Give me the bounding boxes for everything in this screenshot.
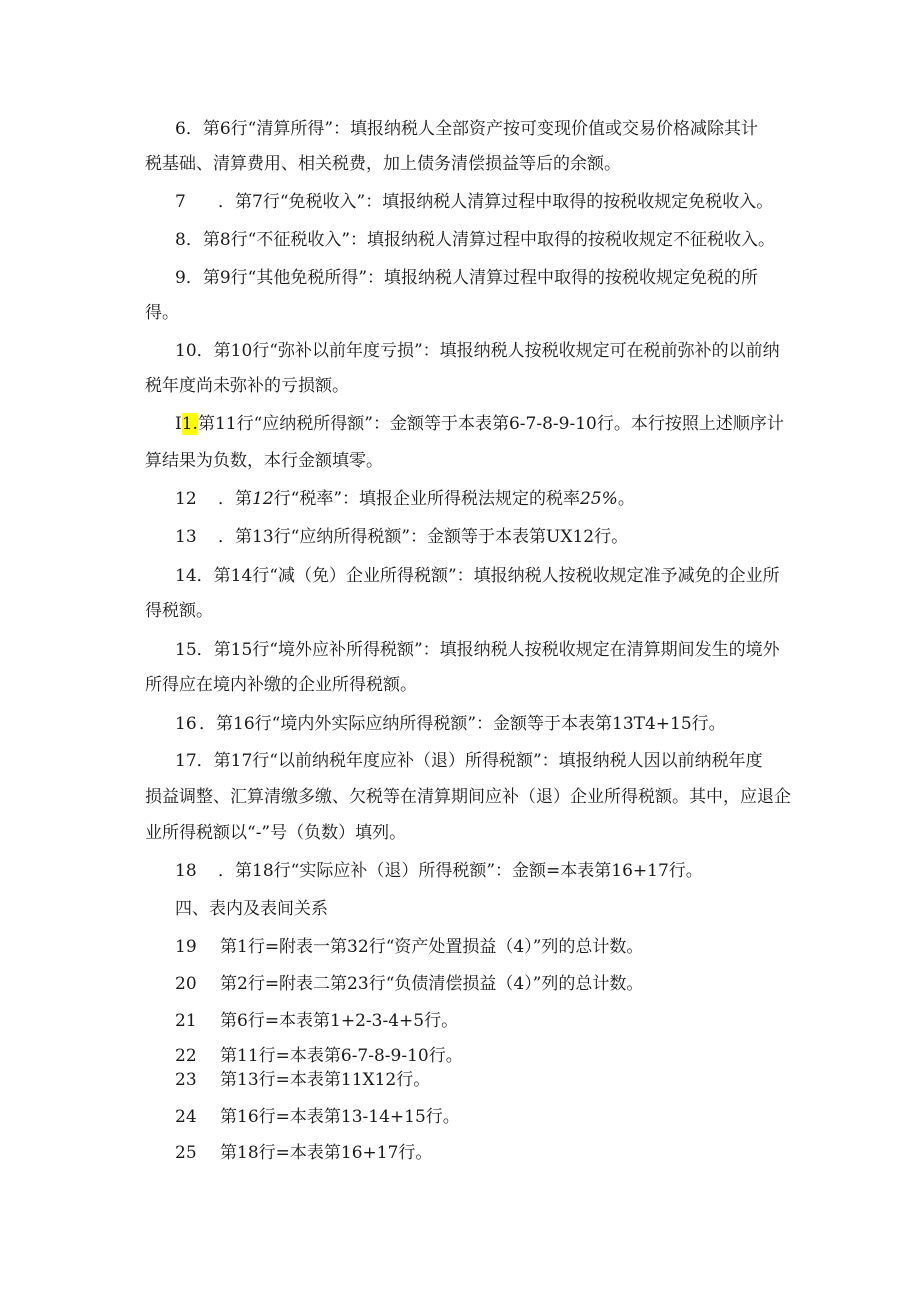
- item-text: ．第9行“其他免税所得”：填报纳税人清算过程中取得的按税收规定免税的所: [185, 268, 759, 288]
- item-7-line-1: [175, 191, 773, 213]
- item-15-line-2: 所得应在境内补缴的企业所得税额。: [145, 675, 417, 695]
- relation-text: 第1行=附表一第32行“资产处置损益（4）”列的总计数。: [220, 937, 644, 957]
- item-6-line-1: [175, 118, 758, 140]
- item-text: ．第6行“清算所得”：填报纳税人全部资产按可变现价值或交易价格减除其计: [185, 119, 759, 139]
- item-10-line-2: 税年度尚未弥补的亏损额。: [145, 376, 349, 396]
- item-text: 第11行“应纳税所得额”：金额等于本表第6-7-8-9-10行。本行按照上述顺序计: [197, 414, 784, 434]
- item-9-line-2: 得。: [145, 303, 179, 323]
- item-text-row: 12: [252, 489, 274, 509]
- relation-21: [175, 1010, 458, 1032]
- item-18-line-1: [175, 860, 703, 882]
- item-text: ．第13行“应纳所得税额”：金额等于本表第UX12行。: [218, 527, 629, 547]
- item-8-line-1: [175, 229, 775, 251]
- relation-text: 第13行=本表第11X12行。: [220, 1070, 431, 1090]
- relation-23: [175, 1069, 430, 1091]
- item-number: 12: [175, 489, 197, 509]
- relation-number: 25: [175, 1143, 197, 1163]
- relation-number: 24: [175, 1107, 197, 1127]
- relation-number: 20: [175, 974, 197, 994]
- section-heading: 四、表内及表间关系: [175, 899, 328, 919]
- item-15-line-1: [175, 639, 780, 661]
- item-14-line-2: 得税额。: [145, 601, 213, 621]
- relation-text: 第6行=本表第1+2-3-4+5行。: [220, 1011, 459, 1031]
- relation-text: 第18行=本表第16+17行。: [220, 1143, 433, 1163]
- relation-number: 21: [175, 1011, 197, 1031]
- item-text-c: 行“税率”：填报企业所得税法规定的税率: [273, 489, 581, 509]
- item-17-line-1: [175, 750, 763, 772]
- item-10-line-1: [175, 340, 780, 362]
- item-text: ．第17行“以前纳税年度应补（退）所得税额”：填报纳税人因以前纳税年度: [196, 751, 763, 771]
- item-text-rate: 25%: [580, 489, 618, 509]
- item-text-a: ．第: [218, 489, 252, 509]
- item-number: 7: [175, 192, 186, 212]
- item-12-line-1: [175, 488, 635, 510]
- item-17-line-3: 业所得税额以“-”号（负数）填列。: [145, 823, 407, 843]
- item-text: ．第14行“减（免）企业所得税额”：填报纳税人按税收规定准予减免的企业所: [196, 566, 780, 586]
- item-6-line-2: 税基础、清算费用、相关税费，加上债务清偿损益等后的余额。: [145, 154, 621, 174]
- item-number: 15: [175, 640, 197, 660]
- item-number: 18: [175, 861, 197, 881]
- relation-text: 第11行=本表第6-7-8-9-10行。: [220, 1046, 463, 1066]
- item-13-line-1: [175, 526, 628, 548]
- item-number: 10: [175, 341, 197, 361]
- relation-19: [175, 936, 643, 958]
- relation-20: [175, 973, 643, 995]
- relation-text: 第2行=附表二第23行“负债清偿损益（4）”列的总计数。: [220, 974, 644, 994]
- item-text: ．第15行“境外应补所得税额”：填报纳税人按税收规定在清算期间发生的境外: [196, 640, 780, 660]
- item-17-line-2: 损益调整、汇算清缴多缴、欠税等在清算期间应补（退）企业所得税额。其中，应退企: [145, 787, 791, 807]
- relation-text: 第16行=本表第13-14+15行。: [220, 1107, 460, 1127]
- item-text: ．第7行“免税收入”：填报纳税人清算过程中取得的按税收规定免税收入。: [218, 192, 774, 212]
- relation-number: 22: [175, 1046, 197, 1066]
- item-9-line-1: [175, 267, 758, 289]
- item-text: ．第10行“弥补以前年度亏损”：填报纳税人按税收规定可在税前弥补的以前纳: [196, 341, 780, 361]
- item-number-prefix: I: [175, 414, 182, 434]
- item-text: ．第18行“实际应补（退）所得税额”：金额=本表第16+17行。: [218, 861, 703, 881]
- item-number: 16: [175, 714, 197, 734]
- item-number: 14: [175, 566, 197, 586]
- item-number: 13: [175, 527, 197, 547]
- item-text-e: 。: [617, 489, 635, 509]
- item-number: 6: [175, 119, 186, 139]
- item-number: 17: [175, 751, 197, 771]
- item-11-line-1: [175, 413, 784, 435]
- relation-25: [175, 1142, 432, 1164]
- relation-22: [175, 1045, 463, 1067]
- relation-number: 23: [175, 1070, 197, 1090]
- item-text: ．第8行“不征税收入”：填报纳税人清算过程中取得的按税收规定不征税收入。: [185, 230, 776, 250]
- item-16-line-1: [175, 713, 726, 735]
- item-number: 9: [175, 268, 186, 288]
- highlighted-item-number: 1.: [181, 414, 198, 434]
- item-14-line-1: [175, 565, 780, 587]
- item-text: ．第16行“境内外实际应纳所得税额”：金额等于本表第13T4+15行。: [199, 714, 726, 734]
- relation-24: [175, 1106, 460, 1128]
- relation-number: 19: [175, 937, 197, 957]
- item-11-line-2: 算结果为负数，本行金额填零。: [145, 451, 383, 471]
- item-number: 8: [175, 230, 186, 250]
